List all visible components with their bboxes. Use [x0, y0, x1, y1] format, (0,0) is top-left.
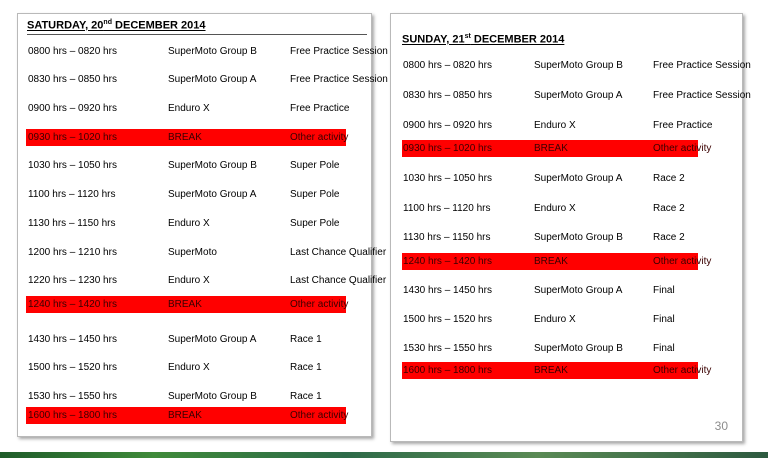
page-number: 30 — [714, 419, 728, 433]
time-cell: 0930 hrs – 1020 hrs — [28, 132, 117, 143]
session-cell: Super Pole — [290, 160, 340, 171]
session-cell: Other activity — [290, 299, 349, 310]
schedule-row — [26, 186, 346, 203]
group-cell: Enduro X — [168, 218, 210, 229]
time-cell: 1500 hrs – 1520 hrs — [403, 314, 492, 325]
sunday-title: SUNDAY, 21st DECEMBER 2014 — [402, 33, 565, 46]
session-cell: Free Practice Session — [653, 90, 751, 101]
session-cell: Free Practice Session — [653, 60, 751, 71]
time-cell: 1430 hrs – 1450 hrs — [28, 334, 117, 345]
session-cell: Last Chance Qualifier — [290, 247, 387, 258]
group-cell: SuperMoto Group B — [168, 160, 257, 171]
session-cell: Race 2 — [653, 173, 685, 184]
group-cell: BREAK — [168, 410, 202, 421]
group-cell: SuperMoto — [168, 247, 217, 258]
session-cell: Other activity — [653, 256, 712, 267]
time-cell: 0800 hrs – 0820 hrs — [403, 60, 492, 71]
schedule-row — [402, 282, 698, 299]
group-cell: BREAK — [534, 365, 568, 376]
group-cell: SuperMoto Group A — [168, 74, 257, 85]
group-cell: SuperMoto Group B — [534, 343, 623, 354]
schedule-row — [26, 100, 350, 117]
time-cell: 1600 hrs – 1800 hrs — [403, 365, 492, 376]
taskbar-strip — [0, 452, 768, 458]
group-cell: SuperMoto Group A — [534, 173, 623, 184]
time-cell: 1030 hrs – 1050 hrs — [403, 173, 492, 184]
group-cell: Enduro X — [168, 275, 210, 286]
schedule-row — [26, 244, 387, 261]
time-cell: 1530 hrs – 1550 hrs — [28, 391, 117, 402]
schedule-row — [402, 311, 698, 328]
time-cell: 1100 hrs – 1120 hrs — [28, 189, 116, 200]
group-cell: BREAK — [534, 256, 568, 267]
session-cell: Last Chance Qualifier — [290, 275, 387, 286]
session-cell: Other activity — [290, 410, 349, 421]
schedule-row — [402, 229, 698, 246]
schedule-row — [26, 215, 346, 232]
schedule-row — [26, 331, 346, 348]
group-cell: Enduro X — [534, 203, 576, 214]
session-cell: Super Pole — [290, 218, 340, 229]
session-cell: Other activity — [653, 365, 712, 376]
time-cell: 0930 hrs – 1020 hrs — [403, 143, 492, 154]
group-cell: BREAK — [168, 299, 202, 310]
group-cell: SuperMoto Group B — [534, 232, 623, 243]
group-cell: BREAK — [534, 143, 568, 154]
time-cell: 1130 hrs – 1150 hrs — [28, 218, 116, 229]
group-cell: SuperMoto Group B — [168, 46, 257, 57]
time-cell: 1500 hrs – 1520 hrs — [28, 362, 117, 373]
break-row — [402, 253, 712, 270]
schedule-row — [26, 43, 388, 60]
time-cell: 1220 hrs – 1230 hrs — [28, 275, 117, 286]
sunday-schedule-page — [390, 13, 751, 442]
session-cell: Race 1 — [290, 362, 322, 373]
break-row — [402, 140, 712, 157]
group-cell: SuperMoto Group A — [534, 285, 623, 296]
break-row — [402, 362, 712, 379]
time-cell: 1430 hrs – 1450 hrs — [403, 285, 492, 296]
session-cell: Other activity — [290, 132, 349, 143]
break-row — [26, 296, 349, 313]
schedule-row — [402, 117, 713, 134]
schedule-row — [26, 359, 346, 376]
schedule-row — [26, 272, 387, 289]
time-cell: 1100 hrs – 1120 hrs — [403, 203, 491, 214]
session-cell: Race 2 — [653, 203, 685, 214]
session-cell: Final — [653, 343, 675, 354]
group-cell: SuperMoto Group A — [168, 334, 257, 345]
schedule-row — [402, 200, 698, 217]
session-cell: Free Practice — [653, 120, 713, 131]
group-cell: Enduro X — [534, 314, 576, 325]
time-cell: 1240 hrs – 1420 hrs — [403, 256, 492, 267]
time-cell: 1130 hrs – 1150 hrs — [403, 232, 491, 243]
session-cell: Free Practice Session — [290, 74, 388, 85]
session-cell: Final — [653, 285, 675, 296]
time-cell: 1530 hrs – 1550 hrs — [403, 343, 492, 354]
time-cell: 0830 hrs – 0850 hrs — [403, 90, 492, 101]
schedule-row — [402, 87, 751, 104]
session-cell: Free Practice Session — [290, 46, 388, 57]
group-cell: SuperMoto Group B — [534, 60, 623, 71]
session-cell: Race 1 — [290, 391, 322, 402]
time-cell: 0800 hrs – 0820 hrs — [28, 46, 117, 57]
schedule-row — [402, 57, 751, 74]
time-cell: 1200 hrs – 1210 hrs — [28, 247, 117, 258]
schedule-row — [402, 340, 698, 357]
group-cell: SuperMoto Group A — [534, 90, 623, 101]
saturday-schedule-page — [17, 13, 388, 437]
group-cell: Enduro X — [534, 120, 576, 131]
session-cell: Super Pole — [290, 189, 340, 200]
break-row — [26, 129, 349, 146]
time-cell: 1240 hrs – 1420 hrs — [28, 299, 117, 310]
schedule-row — [26, 157, 346, 174]
schedule-row — [26, 71, 388, 88]
schedule-row — [26, 388, 346, 405]
title-divider — [27, 34, 367, 35]
schedule-row — [402, 170, 698, 187]
group-cell: SuperMoto Group A — [168, 189, 257, 200]
time-cell: 1030 hrs – 1050 hrs — [28, 160, 117, 171]
saturday-title: SATURDAY, 20nd DECEMBER 2014 — [27, 19, 206, 32]
session-cell: Other activity — [653, 143, 712, 154]
session-cell: Free Practice — [290, 103, 350, 114]
time-cell: 0900 hrs – 0920 hrs — [403, 120, 492, 131]
session-cell: Race 1 — [290, 334, 322, 345]
group-cell: BREAK — [168, 132, 202, 143]
session-cell: Race 2 — [653, 232, 685, 243]
break-row — [26, 407, 349, 424]
session-cell: Final — [653, 314, 675, 325]
group-cell: Enduro X — [168, 103, 210, 114]
group-cell: SuperMoto Group B — [168, 391, 257, 402]
time-cell: 0900 hrs – 0920 hrs — [28, 103, 117, 114]
group-cell: Enduro X — [168, 362, 210, 373]
time-cell: 1600 hrs – 1800 hrs — [28, 410, 117, 421]
time-cell: 0830 hrs – 0850 hrs — [28, 74, 117, 85]
